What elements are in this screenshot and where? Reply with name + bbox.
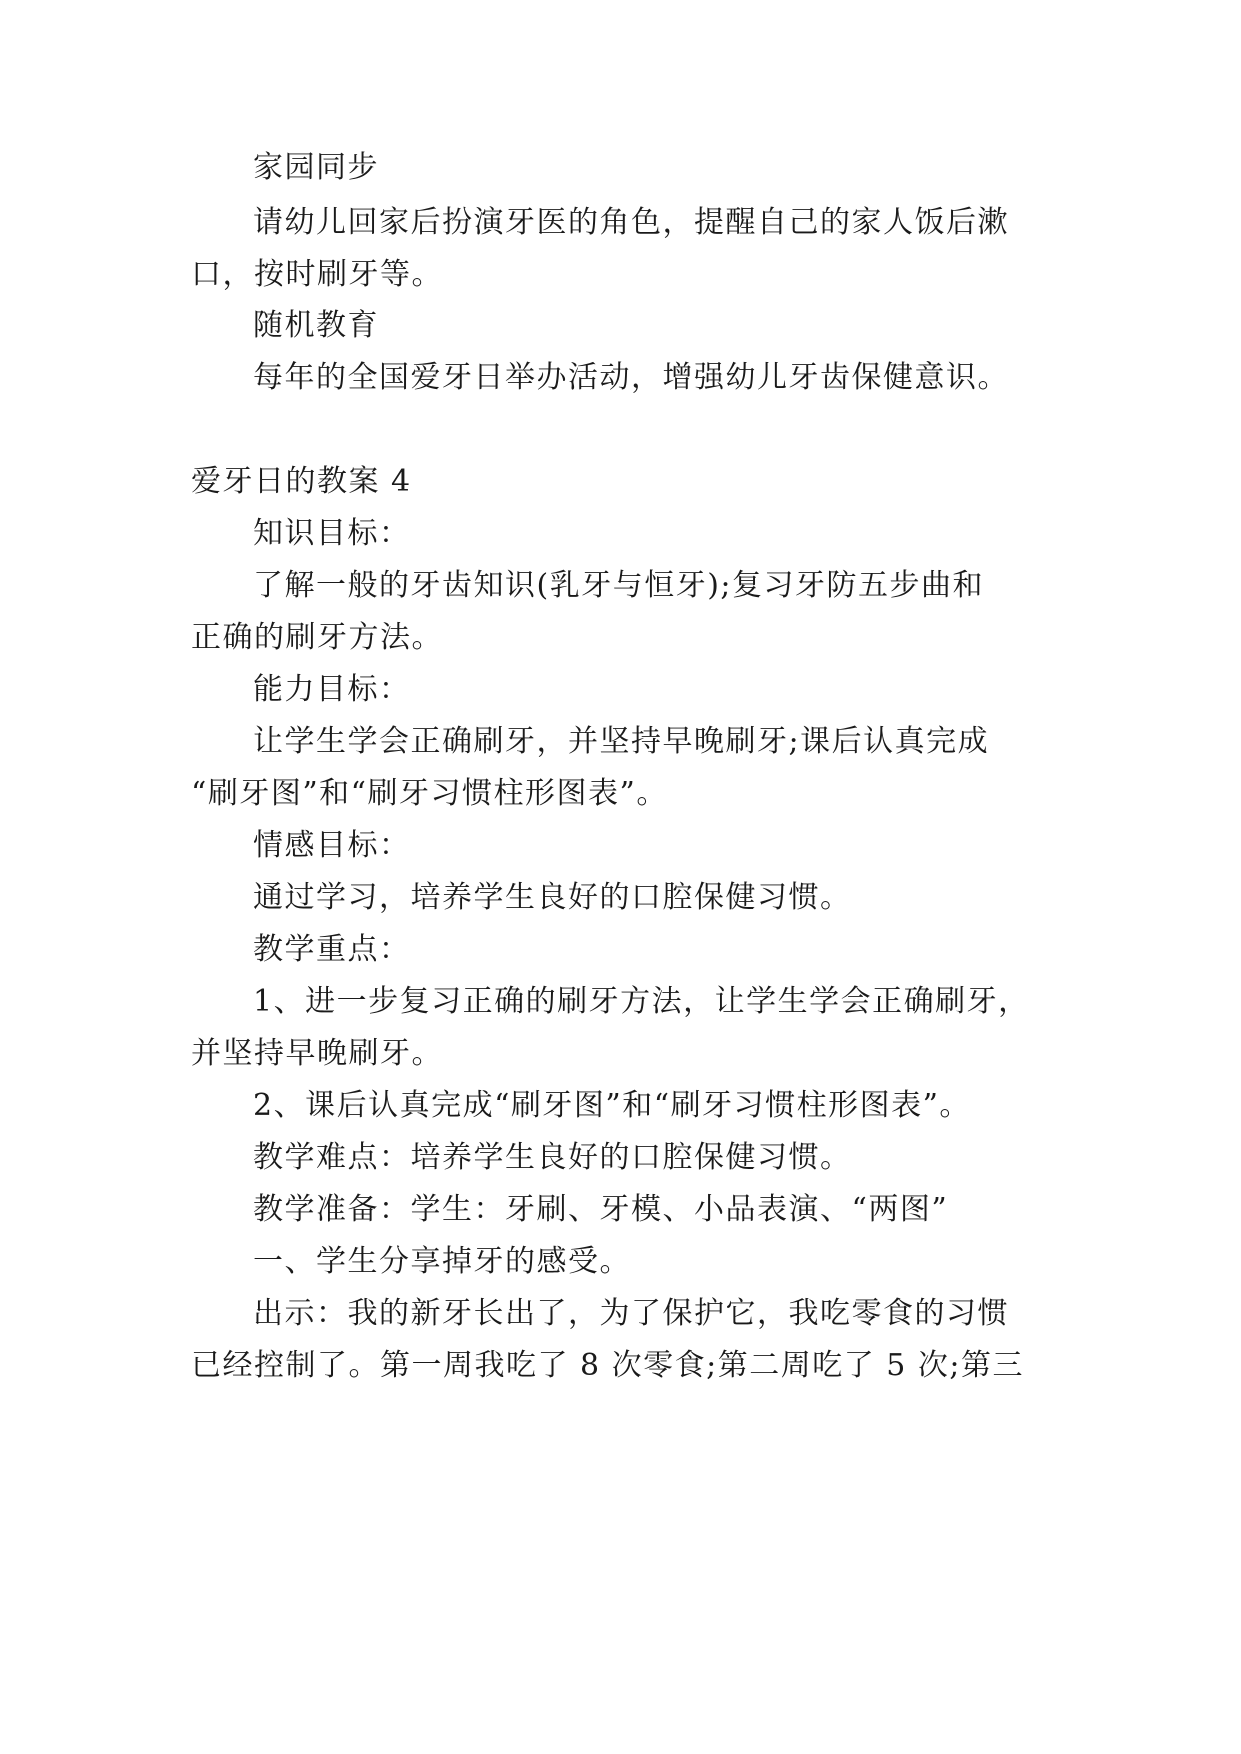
paragraph-line: 通过学习，培养学生良好的口腔保健习惯。: [253, 880, 852, 915]
paragraph-line: 一、学生分享掉牙的感受。: [253, 1244, 631, 1279]
paragraph-line: 请幼儿回家后扮演牙医的角色，提醒自己的家人饭后漱: [253, 205, 1009, 240]
paragraph-line: 口，按时刷牙等。: [191, 257, 443, 292]
key-points-label: 教学重点：: [253, 932, 411, 967]
paragraph-line: 正确的刷牙方法。: [191, 620, 443, 655]
section-title-home-sync: 家园同步: [253, 150, 379, 185]
paragraph-line: 出示：我的新牙长出了，为了保护它，我吃零食的习惯: [253, 1296, 1009, 1331]
paragraph-line: 让学生学会正确刷牙，并坚持早晚刷牙;课后认真完成: [253, 724, 990, 759]
paragraph-line: 教学准备：学生：牙刷、牙模、小品表演、“两图”: [253, 1192, 949, 1227]
paragraph-line: 已经控制了。第一周我吃了 8 次零食;第二周吃了 5 次;第三: [191, 1348, 1025, 1383]
paragraph-line: 每年的全国爱牙日举办活动，增强幼儿牙齿保健意识。: [253, 360, 1009, 395]
paragraph-line: 了解一般的牙齿知识(乳牙与恒牙);复习牙防五步曲和: [253, 568, 985, 603]
paragraph-line: 1、进一步复习正确的刷牙方法，让学生学会正确刷牙，: [253, 984, 1030, 1019]
emotion-goal-label: 情感目标：: [253, 828, 411, 863]
lesson-heading: 爱牙日的教案 4: [191, 464, 412, 499]
ability-goal-label: 能力目标：: [253, 672, 411, 707]
paragraph-line: 2、课后认真完成“刷牙图”和“刷牙习惯柱形图表”。: [253, 1088, 971, 1123]
paragraph-line: “刷牙图”和“刷牙习惯柱形图表”。: [191, 776, 668, 811]
knowledge-goal-label: 知识目标：: [253, 516, 411, 551]
paragraph-line: 并坚持早晚刷牙。: [191, 1036, 443, 1071]
paragraph-line: 教学难点：培养学生良好的口腔保健习惯。: [253, 1140, 852, 1175]
section-title-random-edu: 随机教育: [253, 308, 379, 343]
